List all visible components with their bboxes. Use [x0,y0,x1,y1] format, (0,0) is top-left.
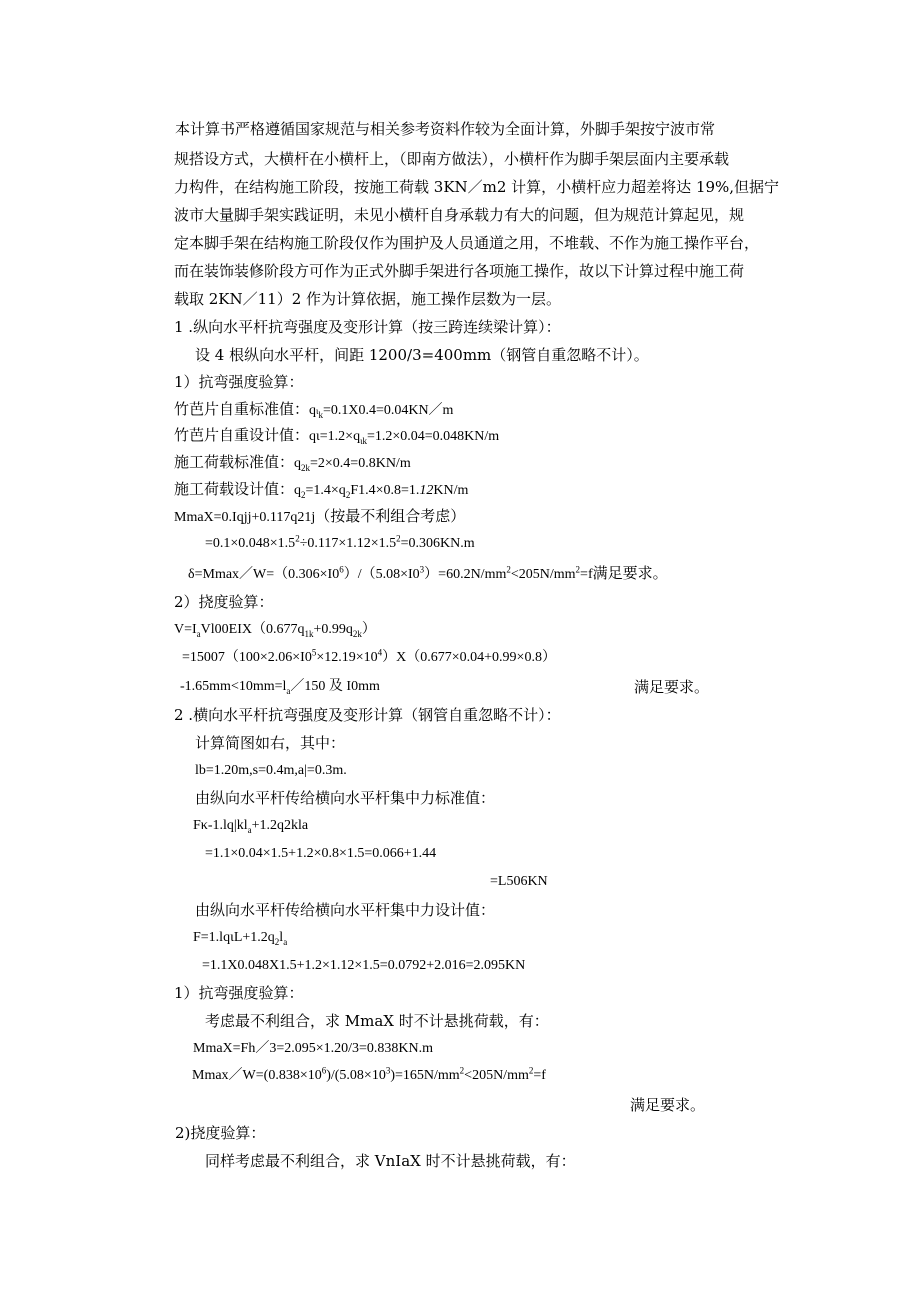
standard-force-formula: $F\kappa-1.lq|kl_a+1.2q2kla$ [193,818,309,835]
section-1-setup: 设 4 根纵向水平杆，间距 1200/3=400mm（钢管自重忽略不计）。 [195,346,649,364]
deflection-formula: $V=I_aVl00EIX(0.677q_{1k}+0.99q_{2k})$ [174,622,376,639]
ok-text: 满足要求。 [592,564,668,582]
section-2-heading: 2 .横向水平杆抗弯强度及变形计算（钢管自重忽略不计）： [174,706,561,724]
standard-force-calculation: =1.1×0.04×1.5+1.2×0.8×1.5=0.066+1.44 [205,846,437,861]
worst-case-note-2: 同样考虑最不利组合，求 VnIaX 时不计悬挑荷载，有： [205,1152,576,1170]
section-2-subheading-strength: 1）抗弯强度验算： [174,984,304,1002]
design-force-calculation: =1.1X0.048X1.5+1.2×1.12×1.5=0.0792+2.016=2.095KN [202,958,526,973]
stress-check-1: $\delta=Mmax/W=(0.306\times I0^6)/(5.08\times I0^3)=60.2N/mm^2<205N/mm^2=f$满足要求。 [188,564,668,582]
standard-force-result: =L506KN [490,874,548,889]
intro-line-5: 定本脚手架在结构施工阶段仅作为围护及人员通道之用，不堆载、不作为施工操作平台， [174,234,760,252]
intro-line-3: 力构件，在结构施工阶段，按施工荷载 3KN／m2 计算，小横杆应力超差将达 19%,但据宁 [174,178,780,196]
section-2-diagram-note: 计算简图如右，其中： [195,734,346,752]
design-force-title: 由纵向水平杆传给横向水平杆集中力设计值： [195,901,496,919]
worst-case-note-1: 考虑最不利组合，求 MmaX 时不计悬挑荷载，有： [205,1012,549,1030]
deflection-ok-text: 满足要求。 [634,678,710,696]
label: 施工荷载设计值： [174,480,295,498]
label: 竹芭片自重设计值： [174,426,310,444]
intro-line-4: 波市大量脚手架实践证明，未见小横杆自身承载力有大的问题，但为规范计算起见，规 [174,206,745,224]
bamboo-weight-standard [174,400,453,420]
section-2-subheading-deflection: 2)挠度验算： [175,1124,266,1142]
formula: $q_2=1.4\times q_2F1.4\times 0.8=1.12KN/m$ [294,483,469,500]
max-moment-calculation: MmaX=Fh／3=2.095×1.20/3=0.838KN.m [193,1041,434,1056]
formula: $q_{2k}=2\times 0.4=0.8KN/m$ [294,456,411,473]
moment-calculation: $=0.1\times 0.048\times 1.5^2\div 0.117\times 1.12\times 1.5^2=0.306KN.m$ [205,533,475,551]
formula: $q\iota=1.2\times q_{\iota k}=1.2\times 0.04=0.048KN/m$ [309,429,500,446]
intro-line-2: 规搭设方式，大横杆在小横杆上，（即南方做法），小横杆作为脚手架层面内主要承载 [174,150,730,168]
intro-line-6: 而在装饰装修阶段方可作为正式外脚手架进行各项施工操作，故以下计算过程中施工荷 [174,262,745,280]
label: 竹芭片自重标准值： [174,400,310,418]
intro-line-1: 本计算书严格遵循国家规范与相关参考资料作较为全面计算，外脚手架按宁波市常 [175,120,716,138]
section-1-subheading-strength: 1）抗弯强度验算： [174,373,304,391]
design-force-formula: $F=1.lq\iota L+1.2q_2l_a$ [193,930,288,947]
bamboo-weight-design [174,426,499,446]
formula: $q\iota_k=0.1X0.4=0.04KN/m$ [309,403,454,420]
intro-line-7: 载取 2KN／11）2 作为计算依据，施工操作层数为一层。 [174,290,562,308]
moment-formula: MmaX=0.Iqjj+0.117q21j（按最不利组合考虑） [174,507,466,525]
section-2-params: lb=1.20m,s=0.4m,a|=0.3m. [195,763,347,778]
section-1-subheading-deflection: 2）挠度验算： [174,593,274,611]
construction-load-design [174,480,468,500]
stress-ok-text: 满足要求。 [630,1096,706,1114]
construction-load-standard [174,453,411,473]
stress-check-2: $Mmax/W=(0.838\times 10^6)/(5.08\times 10^3)=165N/mm^2<205N/mm^2=f$ [192,1065,546,1083]
standard-force-title: 由纵向水平杆传给横向水平杆集中力标准值： [195,789,496,807]
deflection-result: $-1.65mm<10mm=l_a/150$ 及 I0mm [180,679,380,696]
deflection-calculation: $=15007(100\times 2.06\times I0^5\times 12.19\times 10^4)X(0.677\times 0.04+0.99\times 0.8)$ [182,647,556,665]
label: 施工荷载标准值： [174,453,295,471]
section-1-heading: 1 .纵向水平杆抗弯强度及变形计算（按三跨连续梁计算）： [174,318,561,336]
